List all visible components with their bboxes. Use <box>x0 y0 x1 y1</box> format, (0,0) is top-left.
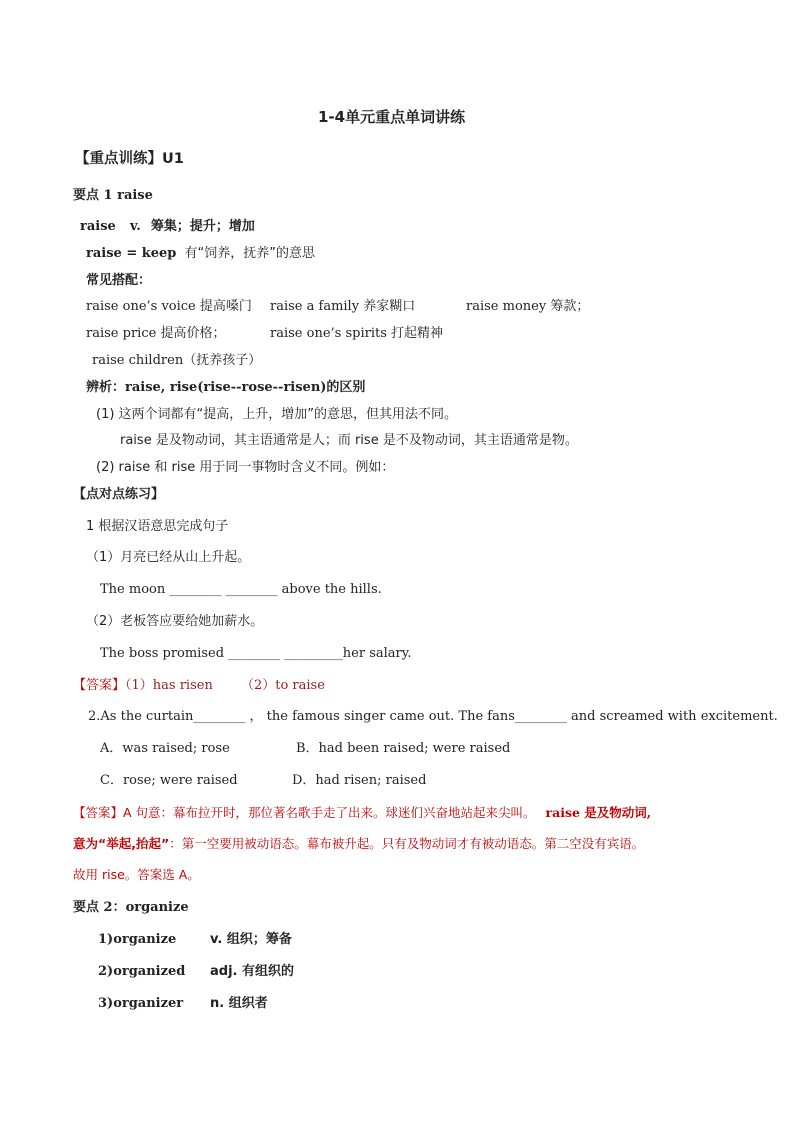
collocation-row-1 <box>86 298 589 316</box>
question-1-2-chinese: （2）老板答应要给她加薪水。 <box>86 614 264 629</box>
analysis-point-1: (1) 这两个词都有“提高，上升，增加”的意思，但其用法不同。 <box>96 407 458 422</box>
answer-2-line-3: 故用 rise。答案选 A。 <box>73 867 200 882</box>
collocation-item: raise one’s spirits 打起精神 <box>270 326 444 341</box>
answer-2-line-2: 意为“举起,抬起”：第一空要用被动语态。幕布被升起。只有及物动词才有被动语态。第二空没有宾语。 <box>73 836 645 851</box>
analysis-point-1b: raise 是及物动词，其主语通常是人；而 rise 是不及物动词，其主语通常是物。 <box>120 433 578 448</box>
def-meaning: 筹集；提升；增加 <box>150 219 255 234</box>
page-title: 1-4单元重点单词讲练 <box>318 108 466 126</box>
point1-heading: 要点 1 raise <box>73 188 153 203</box>
analysis-heading: 辨析：raise, rise(rise--rose--risen)的区别 <box>86 380 366 395</box>
question-2: 2.As the curtain________ ， the famous singer came out. The fans________ and screamed with excitement. <box>88 709 778 724</box>
collocations-heading: 常见搭配： <box>86 273 152 288</box>
collocation-item: raise money 筹款； <box>466 299 590 314</box>
point2-item: 3)organizer n. 组织者 <box>98 996 268 1011</box>
question-2-options-row-1 <box>100 740 510 758</box>
answer-2-line-1: 【答案】A 句意：幕布拉开时，那位著名歌手走了出来。球迷们兴奋地站起来尖叫。 raise 是及物动词, <box>73 805 652 820</box>
option-a: A．was raised; rose <box>100 741 230 756</box>
answer-1: 【答案】（1）has risen （2）to raise <box>73 678 325 693</box>
def-word: raise <box>80 219 116 234</box>
collocation-row-3: raise children（抚养孩子） <box>92 353 262 368</box>
question-2-options-row-2 <box>100 772 426 790</box>
section-heading-u1: 【重点训练】U1 <box>75 151 184 167</box>
eq-b: 有“饲养，抚养”的意思 <box>184 246 316 261</box>
analysis-point-2: (2) raise 和 rise 用于同一事物时含义不同。例如： <box>96 460 395 475</box>
option-c: C．rose; were raised <box>100 773 238 788</box>
collocation-item: raise a family 养家糊口 <box>270 299 416 314</box>
question-1-2-english: The boss promised ________ _________her salary. <box>100 646 412 661</box>
point2-heading: 要点 2：organize <box>73 900 189 915</box>
point2-item: 2)organized adj. 有组织的 <box>98 964 294 979</box>
point1-definition <box>80 218 255 236</box>
collocation-row-2 <box>86 325 443 343</box>
answer-label: 【答案】 <box>73 805 124 820</box>
point2-item: 1)organize v. 组织；筹备 <box>98 932 292 947</box>
collocation-item: raise price 提高价格； <box>86 326 226 341</box>
eq-a: raise = keep <box>86 246 177 261</box>
practice-heading: 【点对点练习】 <box>73 487 165 502</box>
def-pos: v. <box>129 219 141 234</box>
collocation-item: raise one’s voice 提高嗓门 <box>86 299 252 314</box>
question-1-1-chinese: （1）月亮已经从山上升起。 <box>86 550 251 565</box>
question-1-title: 1 根据汉语意思完成句子 <box>86 519 229 534</box>
point1-equivalence <box>86 245 315 263</box>
answer-label: 【答案】 <box>73 678 126 693</box>
option-b: B．had been raised; were raised <box>296 741 511 756</box>
question-1-1-english: The moon ________ ________ above the hills. <box>100 582 382 597</box>
option-d: D．had risen; raised <box>292 773 427 788</box>
